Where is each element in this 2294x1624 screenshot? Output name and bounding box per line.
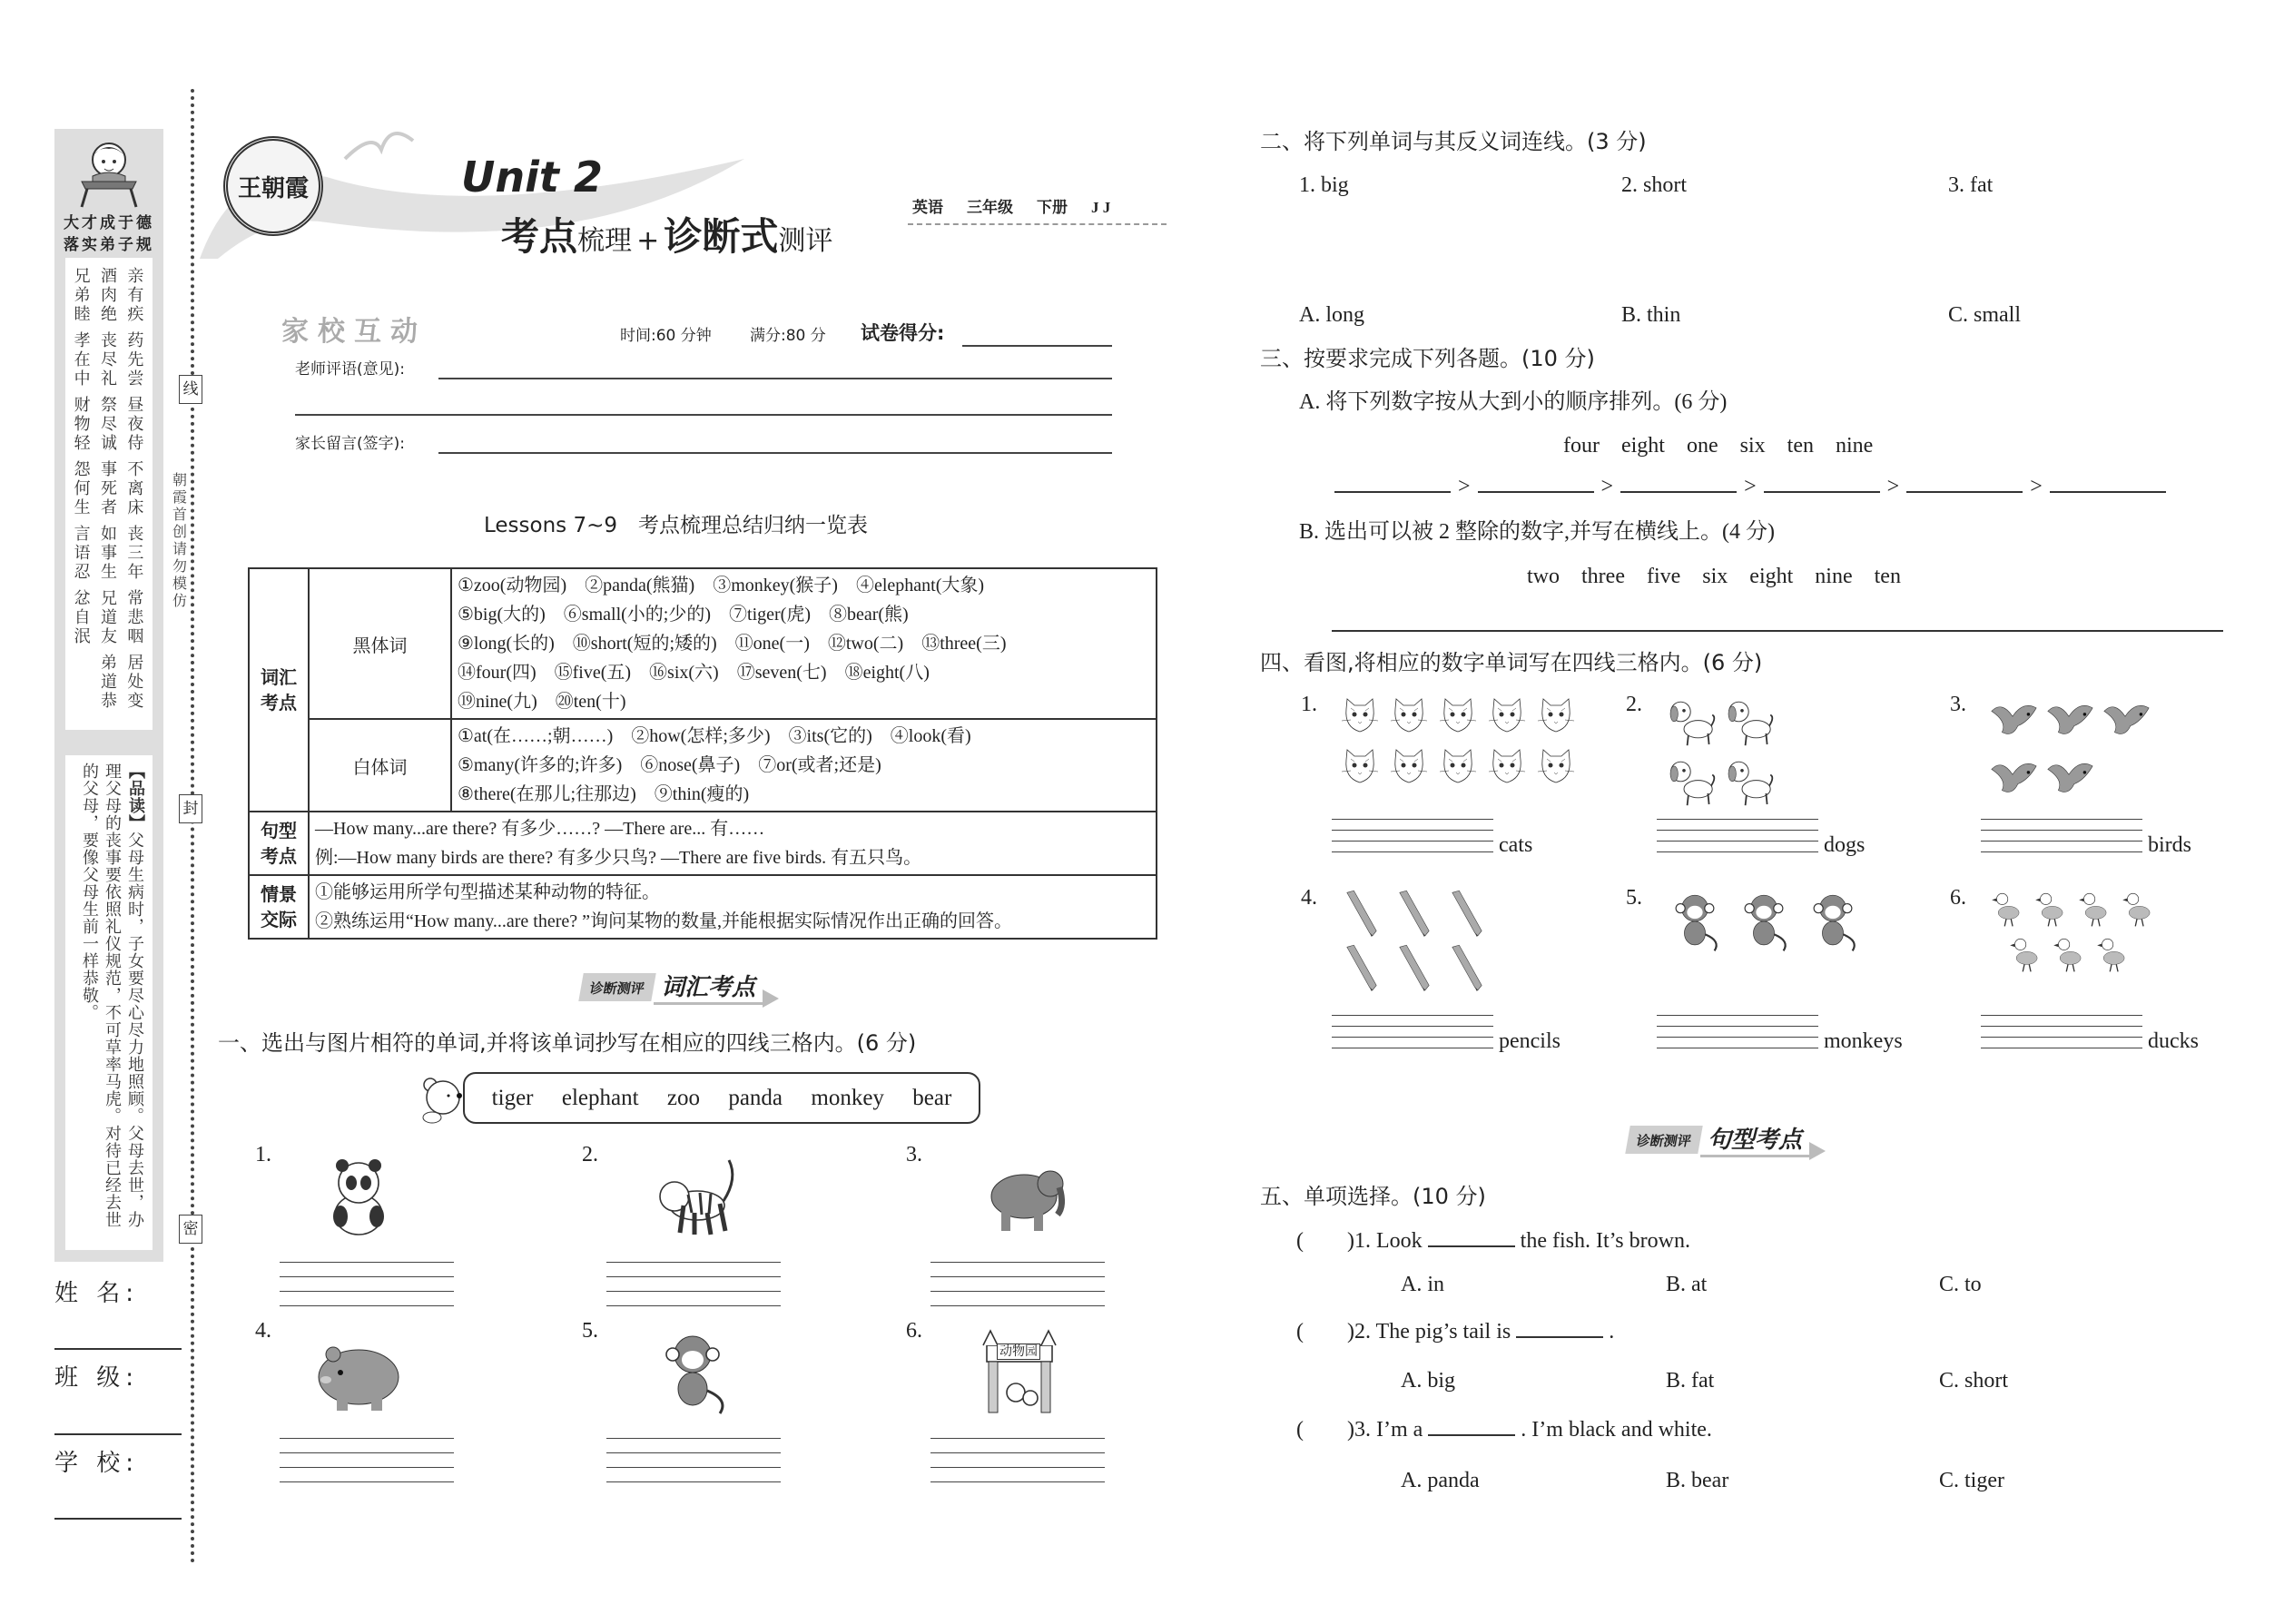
- seal-mark-mi: 密: [179, 1215, 202, 1244]
- course-meta: [912, 198, 1134, 218]
- q4-item-word: pencils: [1499, 1029, 1561, 1053]
- mc-question: [1296, 1417, 1712, 1442]
- answer-blank[interactable]: [2050, 491, 2166, 493]
- cat-picture: [1533, 746, 1579, 796]
- word-bank-item: panda: [728, 1085, 783, 1110]
- parent-message-label: 家长留言(签字):: [295, 435, 405, 453]
- bold-words-label: 黑体词: [309, 568, 451, 719]
- number-word: nine: [1815, 565, 1853, 588]
- four-line-grid[interactable]: [606, 1262, 781, 1306]
- monkey-picture: [1731, 889, 1797, 959]
- situation-label: 情景交际: [249, 875, 309, 939]
- four-line-grid[interactable]: [280, 1438, 454, 1482]
- vocab-line: ⑤many(许多的;许多) ⑥nose(鼻子) ⑦or(或者;还是): [458, 755, 881, 775]
- answer-paren[interactable]: ( ): [1296, 1320, 1354, 1343]
- number-word: three: [1581, 565, 1625, 588]
- q1-item-number: 5.: [582, 1319, 598, 1343]
- bird-picture: [1986, 695, 2039, 753]
- sentence-line: —How many...are there? 有多少……? —There are... 有……: [315, 819, 765, 839]
- q2-right-word: A. long: [1299, 303, 1364, 327]
- question-text: 1. Look: [1354, 1229, 1423, 1253]
- q1-item-number: 4.: [255, 1319, 271, 1343]
- q1-heading: 一、选出与图片相符的单词,并将该单词抄写在相应的四线三格内。(6 分): [218, 1030, 917, 1056]
- name-label: 姓 名:: [54, 1280, 140, 1307]
- cat-picture: [1386, 695, 1432, 745]
- white-words-cell: [451, 719, 1157, 812]
- sentence-cell: [309, 812, 1157, 875]
- duck-picture: [2048, 934, 2088, 979]
- arrow-icon: [1809, 1142, 1826, 1160]
- q2-left-word: 2. short: [1621, 173, 1687, 197]
- table-row: [249, 719, 1157, 812]
- poem-phrase: 兄弟睦: [74, 267, 91, 323]
- q2-right-word: B. thin: [1621, 303, 1681, 327]
- four-line-grid[interactable]: [1981, 819, 2142, 852]
- seal-mark-feng: 封: [179, 794, 202, 823]
- word-bank-item: monkey: [811, 1085, 884, 1110]
- number-word: five: [1646, 565, 1681, 588]
- q4-item-word: birds: [2148, 833, 2191, 857]
- number-word: eight: [1749, 565, 1794, 588]
- duck-picture: [2092, 934, 2132, 979]
- home-school-label: 家校互动: [281, 316, 427, 348]
- mc-option[interactable]: C. to: [1939, 1273, 1982, 1296]
- q3b-answer-line[interactable]: [1332, 630, 2223, 632]
- bird-picture: [2043, 753, 2095, 811]
- number-word: six: [1739, 434, 1766, 458]
- four-line-grid[interactable]: [1981, 1015, 2142, 1048]
- title-part: 考点: [501, 214, 578, 259]
- vocab-line: ⑲nine(九) ⑳ten(十): [458, 692, 626, 712]
- mc-option[interactable]: B. bear: [1666, 1469, 1729, 1492]
- q4-item-number: 6.: [1950, 886, 1966, 910]
- cat-picture: [1484, 695, 1530, 745]
- pindu-text: 父母生病时，子女要尽心尽力地照顾。父母去世，办理父母的丧事要依照礼仪规范，不可草率马虎。对待已经去世的父母，要像父母生前一样恭敬。: [81, 763, 144, 1228]
- badge-small-text: 诊断测评: [578, 973, 655, 1001]
- poem-phrase: 弟道恭: [100, 654, 117, 710]
- poem-column: [100, 267, 118, 721]
- sentence-label: 句型考点: [249, 812, 309, 875]
- table-row: [249, 812, 1157, 875]
- fill-blank: [1428, 1434, 1515, 1436]
- pencil-picture: [1442, 889, 1492, 942]
- publisher-logo: 王朝霞: [223, 136, 323, 236]
- gt-sign: >: [1600, 475, 1614, 498]
- vocab-line: ⑤big(大的) ⑥small(小的;少的) ⑦tiger(虎) ⑧bear(熊): [458, 605, 909, 625]
- answer-paren[interactable]: ( ): [1296, 1229, 1354, 1253]
- word-bank-item: tiger: [491, 1085, 534, 1110]
- gt-sign: >: [1744, 475, 1757, 498]
- badge-big-text: 句型考点: [1700, 1121, 1809, 1157]
- fill-blank: [1428, 1245, 1515, 1247]
- number-word: one: [1686, 434, 1718, 458]
- answer-blank[interactable]: [1764, 491, 1880, 493]
- white-words-label: 白体词: [309, 719, 451, 812]
- badge-big-text: 词汇考点: [654, 969, 763, 1005]
- q4-item-number: 5.: [1626, 886, 1642, 910]
- school-input-line[interactable]: [54, 1518, 182, 1520]
- mc-option[interactable]: A. in: [1401, 1273, 1444, 1296]
- q3b-heading: B. 选出可以被 2 整除的数字,并写在横线上。(4 分): [1299, 520, 1775, 544]
- mc-option[interactable]: B. at: [1666, 1273, 1708, 1296]
- mc-question: [1296, 1228, 1690, 1254]
- q3-heading: 三、按要求完成下列各题。(10 分): [1260, 346, 1595, 371]
- pencil-picture: [1337, 889, 1386, 942]
- q4-item-word: cats: [1499, 833, 1533, 857]
- sentence-line: 例:—How many birds are there? 有多少只鸟? —There are five birds. 有五只鸟。: [315, 848, 922, 868]
- cat-picture: [1337, 746, 1383, 796]
- number-word: ten: [1874, 565, 1901, 588]
- mc-option[interactable]: C. short: [1939, 1369, 2009, 1393]
- cat-picture: [1435, 695, 1481, 745]
- duck-picture: [2004, 934, 2044, 979]
- mc-option[interactable]: C. tiger: [1939, 1469, 2004, 1492]
- bear-picture: [309, 1327, 409, 1422]
- dog-picture: [1662, 755, 1717, 814]
- poem-phrase: 祭尽诚: [100, 396, 117, 452]
- mc-question: [1296, 1319, 1614, 1344]
- poem-phrase: 居处变: [127, 654, 144, 710]
- title-plus: +: [636, 225, 660, 257]
- four-line-grid[interactable]: [1657, 819, 1818, 852]
- four-line-grid[interactable]: [930, 1262, 1105, 1306]
- table-row: [249, 568, 1157, 719]
- gt-sign: >: [2030, 475, 2043, 498]
- pindu-label: 【品读】: [126, 763, 145, 832]
- q2-right-word: C. small: [1948, 303, 2022, 327]
- key-points-table: [248, 567, 1157, 940]
- four-line-grid[interactable]: [1657, 1015, 1818, 1048]
- situation-line: ①能够运用所学句型描述某种动物的特征。: [315, 882, 660, 902]
- title-part: 测评: [778, 225, 833, 257]
- number-word: six: [1702, 565, 1728, 588]
- school-label: 学 校:: [54, 1450, 140, 1477]
- poem-phrase: 丧尽礼: [100, 331, 117, 388]
- duck-picture: [1986, 889, 2026, 933]
- question-text: . I’m black and white.: [1521, 1418, 1712, 1442]
- four-line-grid[interactable]: [930, 1438, 1105, 1482]
- tiger-picture: [643, 1151, 743, 1246]
- vocab-line: ①at(在……;朝……) ②how(怎样;多少) ③its(它的) ④look(看): [458, 726, 971, 746]
- mc-option[interactable]: B. fat: [1666, 1369, 1715, 1393]
- dog-picture: [1720, 755, 1775, 814]
- monkey-picture: [643, 1327, 743, 1422]
- bold-words-cell: [451, 568, 1157, 719]
- seal-mark-xian: 线: [179, 375, 202, 404]
- number-word: eight: [1620, 434, 1665, 458]
- q1-item-number: 2.: [582, 1143, 598, 1166]
- poem-column: [74, 267, 92, 721]
- question-text: 3. I’m a: [1354, 1418, 1423, 1442]
- q2-heading: 二、将下列单词与其反义词连线。(3 分): [1260, 129, 1647, 154]
- pencil-picture: [1337, 943, 1386, 997]
- duck-picture: [2117, 889, 2157, 933]
- dog-picture: [1720, 695, 1775, 754]
- arrow-icon: [763, 989, 779, 1008]
- poem-phrase: 丧三年: [127, 525, 144, 581]
- cat-picture: [1337, 695, 1383, 745]
- duck-picture: [2030, 889, 2070, 933]
- poem-phrase: 兄道友: [100, 589, 117, 645]
- bird-picture: [2099, 695, 2151, 753]
- question-text: the fish. It’s brown.: [1520, 1229, 1690, 1253]
- summary-table-title: Lessons 7~9 考点梳理总结归纳一览表: [484, 514, 869, 537]
- question-text: .: [1609, 1320, 1615, 1343]
- title-part: 梳理: [577, 225, 633, 257]
- mascot-illustration: [73, 136, 145, 209]
- badge-small-text: 诊断测评: [1625, 1126, 1702, 1154]
- number-word: ten: [1787, 434, 1814, 458]
- q1-item-number: 3.: [906, 1143, 922, 1166]
- q3b-words: [1527, 564, 1901, 589]
- section-badge-vocab: [581, 969, 779, 1004]
- four-line-grid[interactable]: [280, 1262, 454, 1306]
- table-row: [249, 875, 1157, 939]
- gt-sign: >: [1886, 475, 1900, 498]
- pencil-picture: [1442, 943, 1492, 997]
- number-word: nine: [1835, 434, 1874, 458]
- copyright-warning: 朝霞首创 请勿模仿: [172, 473, 202, 609]
- cat-picture: [1386, 746, 1432, 796]
- class-label: 班 级:: [54, 1364, 140, 1392]
- motto-line: 大才成于德: [64, 214, 154, 232]
- binding-cut-line: [191, 89, 194, 1564]
- q4-item-word: dogs: [1824, 833, 1866, 857]
- full-score: 满分:80 分: [750, 327, 826, 345]
- poem-phrase: 言语忍: [74, 525, 91, 581]
- situation-cell: [309, 875, 1157, 939]
- q3a-heading: A. 将下列数字按从大到小的顺序排列。(6 分): [1299, 390, 1728, 414]
- teacher-comment-label: 老师评语(意见):: [295, 360, 405, 379]
- q4-item-number: 2.: [1626, 693, 1642, 716]
- vocab-label: 词汇考点: [249, 568, 309, 812]
- poem-phrase: 不离床: [127, 460, 144, 517]
- score-label: 试卷得分:: [861, 322, 945, 344]
- vocab-line: ⑨long(长的) ⑩short(短的;矮的) ⑪one(一) ⑫two(二) ⑬three(三): [458, 634, 1007, 654]
- word-bank-item: zoo: [666, 1085, 700, 1110]
- bear-mascot-icon: [416, 1076, 465, 1125]
- monkey-picture: [1800, 889, 1866, 959]
- bird-picture: [1986, 753, 2039, 811]
- dog-picture: [1662, 695, 1717, 754]
- q1-item-number: 1.: [255, 1143, 271, 1166]
- bird-picture: [2043, 695, 2095, 753]
- vocab-line: ①zoo(动物园) ②panda(熊猫) ③monkey(猴子) ④elephant(大象): [458, 576, 985, 595]
- zoo-picture: [970, 1327, 1069, 1422]
- poem-phrase: 酒肉绝: [100, 267, 117, 323]
- poem-phrase: 昼夜侍: [127, 396, 144, 452]
- number-word: two: [1527, 565, 1560, 588]
- q4-heading: 四、看图,将相应的数字单词写在四线三格内。(6 分): [1260, 650, 1763, 675]
- subject-label: 英语: [912, 199, 943, 216]
- unit-title: Unit 2: [461, 153, 603, 202]
- poem-phrase: 怨何生: [74, 460, 91, 517]
- q4-item-word: monkeys: [1824, 1029, 1903, 1053]
- monkey-picture: [1662, 889, 1728, 959]
- cat-picture: [1435, 746, 1481, 796]
- poem-phrase: 财物轻: [74, 396, 91, 452]
- page-title: [501, 214, 832, 268]
- q3a-words: [1563, 433, 1873, 458]
- number-word: four: [1563, 434, 1600, 458]
- panda-picture: [309, 1151, 409, 1246]
- q4-item-word: ducks: [2148, 1029, 2199, 1053]
- volume-label: 下册: [1037, 199, 1068, 216]
- poem-column: [126, 267, 144, 721]
- q3a-answer-row: [1327, 474, 2173, 499]
- answer-paren[interactable]: ( ): [1296, 1418, 1354, 1442]
- poem-phrase: 亲有疾: [127, 267, 144, 323]
- pencil-picture: [1390, 943, 1439, 997]
- score-input-line[interactable]: [962, 345, 1112, 347]
- q5-heading: 五、单项选择。(10 分): [1260, 1184, 1486, 1209]
- name-input-line[interactable]: [54, 1348, 182, 1350]
- poem-phrase: 如事生: [100, 525, 117, 581]
- word-bank-item: bear: [912, 1085, 952, 1110]
- cat-picture: [1533, 695, 1579, 745]
- four-line-grid[interactable]: [606, 1438, 781, 1482]
- answer-blank[interactable]: [1478, 491, 1594, 493]
- motto-line: 落实弟子规: [64, 236, 154, 254]
- poem-phrase: 孝在中: [74, 331, 91, 388]
- class-input-line[interactable]: [54, 1433, 182, 1435]
- vocab-line: ⑧there(在那儿;往那边) ⑨thin(瘦的): [458, 784, 750, 804]
- answer-blank[interactable]: [1620, 491, 1737, 493]
- pencil-picture: [1390, 889, 1439, 942]
- edition-label: J J: [1091, 199, 1111, 216]
- parent-message-line[interactable]: [438, 452, 1112, 454]
- teacher-comment-line[interactable]: [438, 378, 1112, 379]
- cat-picture: [1484, 746, 1530, 796]
- word-bank: [463, 1072, 980, 1124]
- dizigui-poem: [65, 258, 153, 730]
- title-part: 诊断式: [664, 214, 779, 259]
- poem-phrase: 忿自泯: [74, 589, 91, 645]
- fill-blank: [1516, 1336, 1603, 1338]
- word-bank-item: elephant: [561, 1085, 639, 1110]
- gt-sign: >: [1458, 475, 1471, 498]
- time-limit: 时间:60 分钟: [620, 327, 712, 345]
- poem-phrase: 常悲咽: [127, 589, 144, 645]
- meta-divider: [908, 223, 1167, 225]
- pindu-commentary: [65, 755, 153, 1250]
- poem-phrase: 药先尝: [127, 331, 144, 388]
- answer-blank[interactable]: [1334, 491, 1451, 493]
- section-badge-sentence: [1628, 1122, 1826, 1156]
- situation-line: ②熟练运用“How many...are there? ”询问某物的数量,并能根据实际情况作出正确的回答。: [315, 911, 1013, 931]
- question-text: 2. The pig’s tail is: [1354, 1320, 1511, 1343]
- q2-left-word: 1. big: [1299, 173, 1349, 197]
- zoo-sign: 动物园: [997, 1343, 1040, 1360]
- answer-blank[interactable]: [1906, 491, 2023, 493]
- q1-item-number: 6.: [906, 1319, 922, 1343]
- q4-item-number: 1.: [1301, 693, 1317, 716]
- four-line-grid[interactable]: [1332, 1015, 1493, 1048]
- vocab-line: ⑭four(四) ⑮five(五) ⑯six(六) ⑰seven(七) ⑱eight(八): [458, 663, 930, 683]
- mc-option[interactable]: A. panda: [1401, 1469, 1480, 1492]
- poem-phrase: 事死者: [100, 460, 117, 517]
- grade-label: 三年级: [967, 199, 1013, 216]
- four-line-grid[interactable]: [1332, 819, 1493, 852]
- sidebar-panel: [54, 129, 163, 1262]
- q2-left-word: 3. fat: [1948, 173, 1994, 197]
- elephant-picture: [970, 1151, 1069, 1246]
- q4-item-number: 4.: [1301, 886, 1317, 910]
- mc-option[interactable]: A. big: [1401, 1369, 1455, 1393]
- teacher-comment-line[interactable]: [295, 414, 1112, 416]
- q4-item-number: 3.: [1950, 693, 1966, 716]
- duck-picture: [2073, 889, 2113, 933]
